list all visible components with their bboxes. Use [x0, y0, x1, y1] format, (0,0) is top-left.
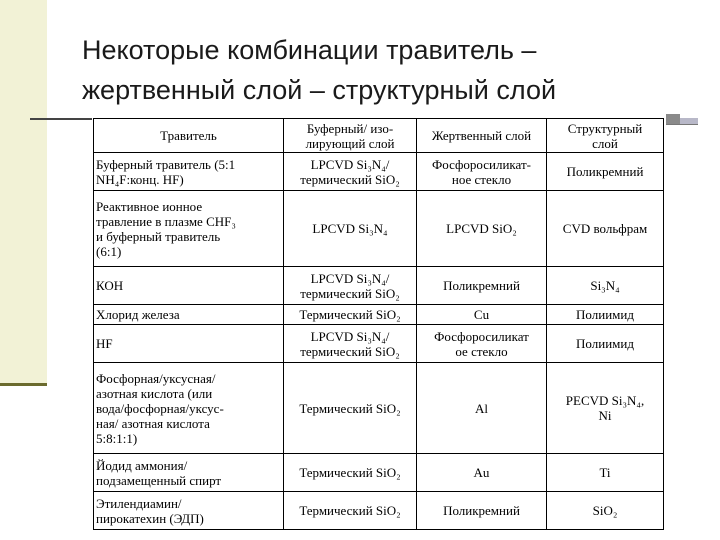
decorative-square: [666, 114, 680, 124]
left-decorative-band: [0, 0, 47, 383]
cell-structural-layer: Полиимид: [547, 305, 664, 325]
table-row: [94, 454, 664, 492]
cell-structural-layer: Si₃N₄: [547, 267, 664, 305]
header-etchant: Травитель: [94, 119, 284, 153]
cell-structural-layer: Ti: [547, 454, 664, 492]
cell-etchant: Реактивное ионное травление в плазме CHF₃ и буферный травитель (6:1): [94, 191, 284, 267]
table-row: [94, 191, 664, 267]
cell-buffer-layer: LPCVD Si₃N₄: [284, 191, 417, 267]
cell-structural-layer: Полиимид: [547, 325, 664, 363]
cell-buffer-layer: Термический SiO₂: [284, 492, 417, 530]
left-band-underline: [0, 383, 47, 386]
slide-title: [82, 30, 702, 110]
cell-sacrificial-layer: Поликремний: [417, 267, 547, 305]
table-row: [94, 153, 664, 191]
cell-etchant: КОН: [94, 267, 284, 305]
cell-sacrificial-layer: Фосфоросиликат ое стекло: [417, 325, 547, 363]
cell-structural-layer: PECVD Si₃N₄, Ni: [547, 363, 664, 454]
cell-etchant: Фосфорная/уксусная/ азотная кислота (или вода/фосфорная/уксус- ная/ азотная кислота 5:8:1:1): [94, 363, 284, 454]
table-header-row: [94, 119, 664, 153]
header-buffer-layer: Буферный/ изо- лирующий слой: [284, 119, 417, 153]
cell-sacrificial-layer: Поликремний: [417, 492, 547, 530]
table-row: [94, 267, 664, 305]
cell-etchant: Этилендиамин/ пирокатехин (ЭДП): [94, 492, 284, 530]
cell-sacrificial-layer: Фосфоросиликат- ное стекло: [417, 153, 547, 191]
table-row: [94, 325, 664, 363]
cell-buffer-layer: LPCVD Si₃N₄/ термический SiO₂: [284, 325, 417, 363]
cell-etchant: Хлорид железа: [94, 305, 284, 325]
title-line-1: Некоторые комбинации травитель –: [82, 35, 537, 65]
table-row: [94, 492, 664, 530]
cell-etchant: Йодид аммония/ подзамещенный спирт: [94, 454, 284, 492]
table-row: [94, 305, 664, 325]
cell-sacrificial-layer: Al: [417, 363, 547, 454]
cell-sacrificial-layer: Cu: [417, 305, 547, 325]
cell-etchant: HF: [94, 325, 284, 363]
cell-etchant: Буферный травитель (5:1 NH₄F:конц. HF): [94, 153, 284, 191]
cell-structural-layer: SiO₂: [547, 492, 664, 530]
table-row: [94, 363, 664, 454]
cell-sacrificial-layer: Au: [417, 454, 547, 492]
title-line-2: жертвенный слой – структурный слой: [82, 75, 557, 105]
cell-buffer-layer: Термический SiO₂: [284, 454, 417, 492]
title-rule: [30, 118, 92, 120]
cell-buffer-layer: LPCVD Si₃N₄/ термический SiO₂: [284, 153, 417, 191]
cell-structural-layer: CVD вольфрам: [547, 191, 664, 267]
cell-structural-layer: Поликремний: [547, 153, 664, 191]
cell-buffer-layer: Термический SiO₂: [284, 363, 417, 454]
header-sacrificial-layer: Жертвенный слой: [417, 119, 547, 153]
cell-sacrificial-layer: LPCVD SiO₂: [417, 191, 547, 267]
cell-buffer-layer: Термический SiO₂: [284, 305, 417, 325]
etchant-combinations-table: [93, 118, 664, 530]
cell-buffer-layer: LPCVD Si₃N₄/ термический SiO₂: [284, 267, 417, 305]
decorative-line: [666, 124, 698, 125]
header-structural-layer: Структурный слой: [547, 119, 664, 153]
